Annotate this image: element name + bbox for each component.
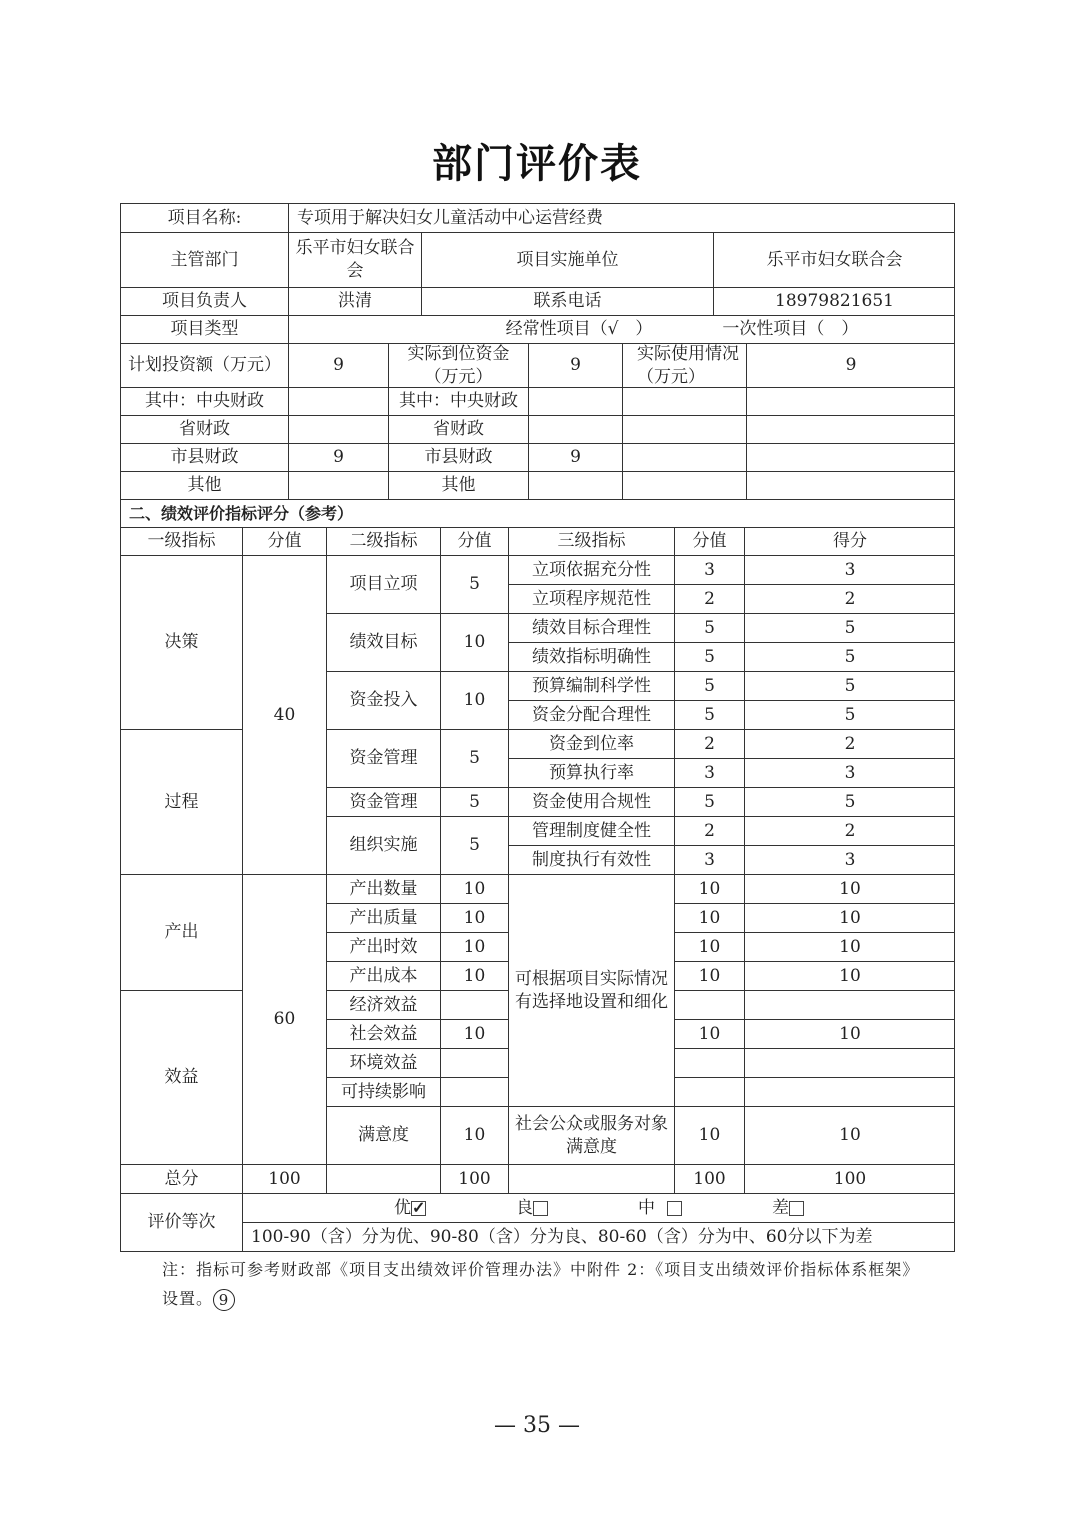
level1-indicator: 决策 xyxy=(120,555,242,729)
page-number: — 35 — xyxy=(494,1413,580,1438)
level3-indicator: 资金到位率 xyxy=(508,729,674,758)
level3-score: 5 xyxy=(674,671,744,700)
project-name-value: 专项用于解决妇女儿童活动中心运营经费 xyxy=(288,203,955,232)
level3-indicator: 资金分配合理性 xyxy=(508,700,674,729)
level3-score: 2 xyxy=(674,729,744,758)
level3-score: 5 xyxy=(674,700,744,729)
total-level2 xyxy=(326,1164,440,1193)
score-result: 3 xyxy=(744,758,955,787)
column-header: 一级指标 xyxy=(120,527,242,555)
score-result: 10 xyxy=(744,961,955,990)
funding-used-amount xyxy=(746,387,955,415)
score-result: 10 xyxy=(744,1106,955,1164)
score-result xyxy=(744,990,955,1019)
page-title: 部门评价表 xyxy=(432,141,642,187)
level3-score: 3 xyxy=(674,758,744,787)
level1-score: 60 xyxy=(242,874,326,1164)
score-result: 2 xyxy=(744,816,955,845)
level3-score: 10 xyxy=(674,1106,744,1164)
grade-label: 评价等次 xyxy=(120,1193,242,1251)
level2-score: 5 xyxy=(440,787,508,816)
total-label: 总分 xyxy=(120,1164,242,1193)
level2-score: 10 xyxy=(440,1019,508,1048)
grade-option[interactable] xyxy=(516,1197,548,1220)
level2-score: 10 xyxy=(440,961,508,990)
grade-option[interactable] xyxy=(394,1197,426,1220)
level3-indicator: 制度执行有效性 xyxy=(508,845,674,874)
level2-score: 5 xyxy=(440,555,508,613)
level2-score: 10 xyxy=(440,932,508,961)
grade-option-label: 良 xyxy=(516,1197,533,1218)
checkbox-icon[interactable] xyxy=(789,1201,804,1216)
funding-used-amount xyxy=(746,415,955,443)
column-header: 二级指标 xyxy=(326,527,440,555)
funding-actual-amount xyxy=(528,387,622,415)
level3-score: 10 xyxy=(674,1019,744,1048)
footnote-text: 注：指标可参考财政部《项目支出绩效评价管理办法》中附件 2：《项目支出绩效评价指标体系框架》设置。 xyxy=(162,1260,920,1308)
level3-score xyxy=(674,1048,744,1077)
score-result: 10 xyxy=(744,932,955,961)
used-label: 实际使用情况（万元） xyxy=(622,343,746,387)
score-result: 5 xyxy=(744,787,955,816)
level3-indicator: 预算编制科学性 xyxy=(508,671,674,700)
column-header: 分值 xyxy=(242,527,326,555)
funding-actual-amount xyxy=(528,415,622,443)
dept-label: 主管部门 xyxy=(120,232,288,287)
owner-value: 洪清 xyxy=(288,287,421,315)
score-result: 2 xyxy=(744,729,955,758)
grade-option-label: 中 xyxy=(638,1197,655,1218)
level2-score xyxy=(440,1048,508,1077)
column-header: 得分 xyxy=(744,527,955,555)
score-result: 5 xyxy=(744,671,955,700)
phone-value: 18979821651 xyxy=(713,287,955,315)
level3-score: 10 xyxy=(674,932,744,961)
level1-indicator: 产出 xyxy=(120,874,242,990)
actual-value: 9 xyxy=(528,343,622,387)
score-result: 10 xyxy=(744,903,955,932)
used-value: 9 xyxy=(746,343,955,387)
checkbox-icon[interactable] xyxy=(533,1201,548,1216)
level3-score: 5 xyxy=(674,613,744,642)
level2-indicator: 经济效益 xyxy=(326,990,440,1019)
funding-planned-amount xyxy=(288,387,388,415)
level2-indicator: 项目立项 xyxy=(326,555,440,613)
score-result: 5 xyxy=(744,642,955,671)
total-level3-score: 100 xyxy=(674,1164,744,1193)
level3-indicator: 预算执行率 xyxy=(508,758,674,787)
level3-note: 可根据项目实际情况有选择地设置和细化 xyxy=(508,874,674,1106)
level2-indicator: 组织实施 xyxy=(326,816,440,874)
grade-rule: 100-90（含）分为优、90-80（含）分为良、80-60（含）分为中、60分以下为差 xyxy=(242,1222,955,1251)
funding-actual-amount: 9 xyxy=(528,443,622,471)
level3-score: 10 xyxy=(674,961,744,990)
level3-indicator: 绩效指标明确性 xyxy=(508,642,674,671)
funding-used-label xyxy=(622,415,746,443)
column-header: 分值 xyxy=(674,527,744,555)
funding-used-amount xyxy=(746,443,955,471)
type-regular: 经常性项目（√ ） xyxy=(505,319,653,339)
score-result xyxy=(744,1048,955,1077)
level2-indicator: 产出时效 xyxy=(326,932,440,961)
total-result: 100 xyxy=(744,1164,955,1193)
level2-indicator: 可持续影响 xyxy=(326,1077,440,1106)
level3-score xyxy=(674,1077,744,1106)
score-result: 5 xyxy=(744,613,955,642)
funding-used-label xyxy=(622,387,746,415)
level1-indicator: 过程 xyxy=(120,729,242,874)
checkbox-icon[interactable] xyxy=(667,1201,682,1216)
funding-source-label: 省财政 xyxy=(388,415,528,443)
level3-score: 10 xyxy=(674,903,744,932)
funding-source-label: 市县财政 xyxy=(120,443,288,471)
level3-score: 10 xyxy=(674,874,744,903)
planned-value: 9 xyxy=(288,343,388,387)
owner-label: 项目负责人 xyxy=(120,287,288,315)
score-result: 3 xyxy=(744,845,955,874)
unit-value: 乐平市妇女联合会 xyxy=(713,232,955,287)
level3-indicator: 绩效目标合理性 xyxy=(508,613,674,642)
level2-score: 10 xyxy=(440,1106,508,1164)
grade-option-label: 优 xyxy=(394,1197,411,1218)
total-level1-score: 100 xyxy=(242,1164,326,1193)
project-name-label: 项目名称: xyxy=(120,203,288,232)
level2-indicator: 社会效益 xyxy=(326,1019,440,1048)
level2-indicator: 环境效益 xyxy=(326,1048,440,1077)
funding-source-label: 其中：中央财政 xyxy=(120,387,288,415)
funding-used-label xyxy=(622,443,746,471)
type-value xyxy=(288,315,955,343)
unit-label: 项目实施单位 xyxy=(421,232,713,287)
level2-indicator: 产出数量 xyxy=(326,874,440,903)
level2-score xyxy=(440,990,508,1019)
checked-checkbox-icon[interactable] xyxy=(411,1201,426,1216)
level2-score: 5 xyxy=(440,729,508,787)
funding-actual-amount xyxy=(528,471,622,499)
level2-score: 10 xyxy=(440,874,508,903)
level2-score: 10 xyxy=(440,903,508,932)
score-result: 2 xyxy=(744,584,955,613)
level3-score xyxy=(674,990,744,1019)
column-header: 三级指标 xyxy=(508,527,674,555)
level2-score xyxy=(440,1077,508,1106)
funding-planned-amount xyxy=(288,415,388,443)
grade-option[interactable] xyxy=(638,1197,682,1220)
type-onetime: 一次性项目（ ） xyxy=(722,319,859,339)
level1-score: 40 xyxy=(242,555,326,874)
funding-source-label: 市县财政 xyxy=(388,443,528,471)
funding-source-label: 其中：中央财政 xyxy=(388,387,528,415)
total-level2-score: 100 xyxy=(440,1164,508,1193)
circled-number: 9 xyxy=(213,1289,235,1311)
level2-indicator: 满意度 xyxy=(326,1106,440,1164)
score-result: 10 xyxy=(744,874,955,903)
level2-indicator: 绩效目标 xyxy=(326,613,440,671)
level3-score: 2 xyxy=(674,584,744,613)
funding-source-label: 省财政 xyxy=(120,415,288,443)
level3-score: 5 xyxy=(674,642,744,671)
grade-option[interactable] xyxy=(772,1197,804,1220)
grade-options xyxy=(242,1193,955,1222)
grade-option-label: 差 xyxy=(772,1197,789,1218)
level2-indicator: 产出成本 xyxy=(326,961,440,990)
score-result: 5 xyxy=(744,700,955,729)
score-result xyxy=(744,1077,955,1106)
level2-indicator: 资金管理 xyxy=(326,787,440,816)
phone-label: 联系电话 xyxy=(421,287,713,315)
funding-planned-amount xyxy=(288,471,388,499)
type-label: 项目类型 xyxy=(120,315,288,343)
level2-indicator: 资金投入 xyxy=(326,671,440,729)
column-header: 分值 xyxy=(440,527,508,555)
level2-indicator: 资金管理 xyxy=(326,729,440,787)
score-result: 3 xyxy=(744,555,955,584)
level3-indicator: 立项程序规范性 xyxy=(508,584,674,613)
dept-value: 乐平市妇女联合会 xyxy=(288,232,421,287)
planned-label: 计划投资额（万元） xyxy=(120,343,288,387)
funding-used-amount xyxy=(746,471,955,499)
level3-score: 3 xyxy=(674,845,744,874)
level2-score: 10 xyxy=(440,671,508,729)
funding-source-label: 其他 xyxy=(120,471,288,499)
level3-score: 5 xyxy=(674,787,744,816)
level2-score: 5 xyxy=(440,816,508,874)
funding-source-label: 其他 xyxy=(388,471,528,499)
funding-planned-amount: 9 xyxy=(288,443,388,471)
total-level3 xyxy=(508,1164,674,1193)
level2-score: 10 xyxy=(440,613,508,671)
level2-indicator: 产出质量 xyxy=(326,903,440,932)
level3-score: 3 xyxy=(674,555,744,584)
footnote xyxy=(162,1255,922,1313)
level3-indicator: 资金使用合规性 xyxy=(508,787,674,816)
level3-indicator: 立项依据充分性 xyxy=(508,555,674,584)
section-title: 二、绩效评价指标评分（参考） xyxy=(120,499,955,527)
level1-indicator: 效益 xyxy=(120,990,242,1164)
score-result: 10 xyxy=(744,1019,955,1048)
level3-score: 2 xyxy=(674,816,744,845)
actual-label: 实际到位资金（万元） xyxy=(388,343,528,387)
level3-indicator: 管理制度健全性 xyxy=(508,816,674,845)
funding-used-label xyxy=(622,471,746,499)
level3-indicator: 社会公众或服务对象满意度 xyxy=(508,1106,674,1164)
